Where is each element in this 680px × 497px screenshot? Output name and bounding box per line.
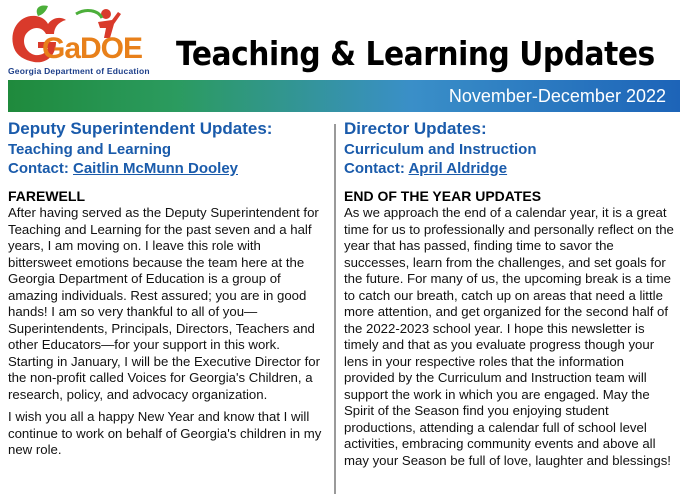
contact-label: Contact: xyxy=(344,160,405,177)
logo-wordmark: GaDOE xyxy=(42,32,143,65)
contact-link[interactable]: Caitlin McMunn Dooley xyxy=(73,160,238,177)
director-column xyxy=(344,118,676,469)
column-divider xyxy=(334,124,336,494)
contact-line xyxy=(344,159,676,178)
body-paragraph: I wish you all a happy New Year and know that I will continue to work on behalf of Georgia's children in my new role. xyxy=(8,409,322,457)
contact-link[interactable]: April Aldridge xyxy=(408,160,508,177)
issue-date: November-December 2022 xyxy=(448,86,666,106)
logo-subtitle: Georgia Department of Education xyxy=(8,66,150,76)
newsletter-header xyxy=(0,0,680,80)
column-subtitle: Curriculum and Instruction xyxy=(344,141,537,158)
column-title: Deputy Superintendent Updates: xyxy=(8,119,273,138)
section-heading: END OF THE YEAR UPDATES xyxy=(344,188,542,204)
gadoe-logo xyxy=(6,4,156,78)
column-title: Director Updates: xyxy=(344,119,487,138)
body-paragraph: After having served as the Deputy Superintendent for Teaching and Learning for the past seven and a half years, I am moving on. I leave this role with bittersweet emotions because the team here at the Georgia Department of Education is a group of amazing individuals. Rest assured; you are in good hands! I am so very thankful to all of you—Superintendents, Principals, Directors, Teachers and other Educators—for your support in this work. Starting in January, I will be the Executive Director for the non-profit called Voices for Georgia's Children, a research, policy, and advocacy organization. xyxy=(8,205,320,402)
section-heading: FAREWELL xyxy=(8,188,85,204)
body-paragraph: As we approach the end of a calendar year, it is a great time for us to professionally and personally reflect on the year that has passed, finding time to savor the successes, learn from the challenges, and set goals for the future. For many of us, the upcoming break is a time to catch our breath, catch up on areas that need a little more attention, and get organized for the second half of the 2022-2023 school year. I hope this newsletter is timely and that as you evaluate progress though your lens in your respective roles that the information provided by the Curriculum and Instruction team will support the work in which you are engaged. May the Spirit of the Season find you enjoying student productions, attending a calendar full of school level activities, embracing community events and above all may your Season be full of love, laughter and blessings! xyxy=(344,205,674,468)
contact-label: Contact: xyxy=(8,160,69,177)
deputy-superintendent-column xyxy=(8,118,328,459)
date-band xyxy=(8,80,680,112)
column-subtitle: Teaching and Learning xyxy=(8,141,172,158)
page-title: Teaching & Learning Updates xyxy=(176,34,655,73)
contact-line xyxy=(8,159,328,178)
